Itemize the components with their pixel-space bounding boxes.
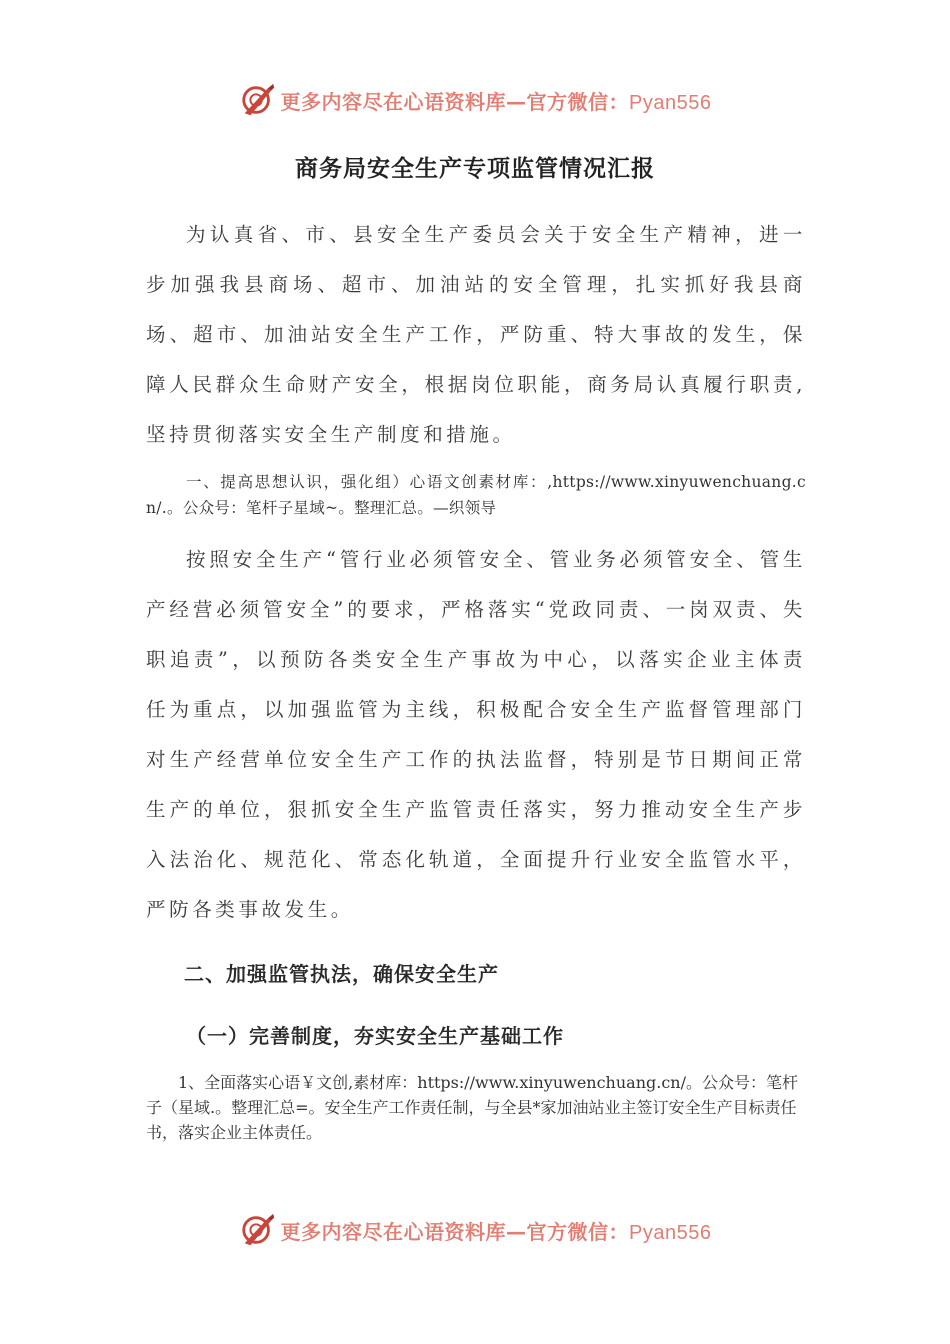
section-2-heading: 二、加强监管执法，确保安全生产 [184, 962, 499, 986]
document-title: 商务局安全生产专项监管情况汇报 [295, 156, 655, 182]
banner-slogan: 更多内容尽在心语资料库—官方微信： [280, 1219, 630, 1244]
paragraph-section-1-heading: 一、提高思想认识，强化组）心语文创素材库：,https://www.xinyuwenchuang.cn/.。公众号：笔杆子星域~。整理汇总。—织领导 [146, 473, 806, 517]
subsection-1-heading: （一）完善制度，夯实安全生产基础工作 [186, 1024, 564, 1048]
pen-logo-icon [239, 1211, 277, 1249]
banner-slogan: 更多内容尽在心语资料库—官方微信： [280, 89, 630, 114]
header-banner [0, 78, 950, 122]
paragraph-intro: 为认真省、市、县安全生产委员会关于安全生产精神，进一步加强我县商场、超市、加油站的安全管理，扎实抓好我县商场、超市、加油站安全生产工作，严防重、特大事故的发生，保障人民群众生命财产安全，根据岗位职能，商务局认真履行职责,坚持贯彻落实安全生产制度和措施。 [146, 223, 806, 446]
pen-logo-icon [239, 81, 277, 119]
footer-banner [0, 1208, 950, 1252]
paragraph-responsibility: 1、全面落实心语￥文创,素材库：https://www.xinyuwenchuang.cn/。公众号：笔杆子（星域.。整理汇总=。安全生产工作责任制，与全县*家加油站业主签订安全生产目标责任书，落实企业主体责任。 [146, 1073, 798, 1142]
banner-wechat-handle: Pyan556 [629, 91, 712, 114]
banner-text [281, 86, 712, 115]
banner-wechat-handle: Pyan556 [629, 1221, 712, 1244]
paragraph-requirements: 按照安全生产“管行业必须管安全、管业务必须管安全、管生产经营必须管安全”的要求，严格落实“党政同责、一岗双责、失职追责”，以预防各类安全生产事故为中心，以落实企业主体责任为重点，以加强监管为主线，积极配合安全生产监督管理部门对生产经营单位安全生产工作的执法监督，特别是节日期间正常生产的单位，狠抓安全生产监管责任落实，努力推动安全生产步入法治化、规范化、常态化轨道，全面提升行业安全监管水平，严防各类事故发生。 [146, 548, 806, 921]
banner-text [281, 1216, 712, 1245]
